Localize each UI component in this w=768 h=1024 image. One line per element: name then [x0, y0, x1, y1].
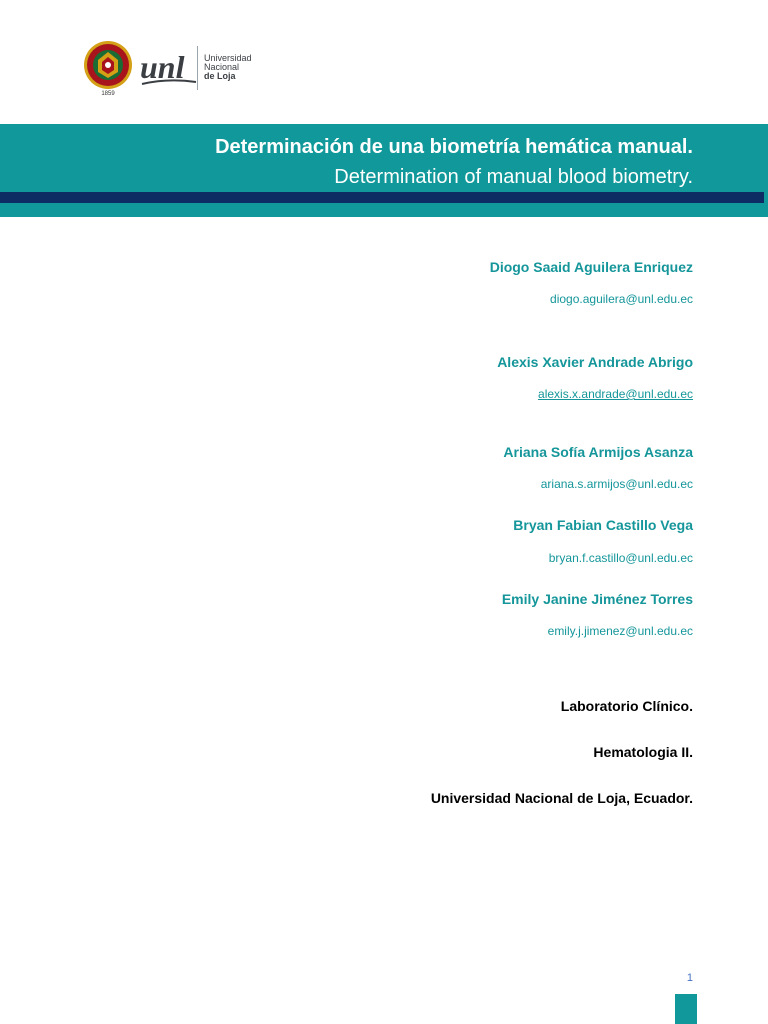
author-name-4: Bryan Fabian Castillo Vega [513, 517, 693, 533]
university-label: Universidad Nacional de Loja, Ecuador. [430, 790, 693, 806]
title-english: Determination of manual blood biometry. [334, 166, 693, 188]
logo-line-1: Universidad [204, 53, 252, 63]
logo-institution-name [204, 54, 252, 81]
page-number: 1 [686, 972, 693, 984]
author-email-5: emily.j.jimenez@unl.edu.ec [547, 624, 693, 638]
banner-stripe [0, 192, 764, 203]
author-email-link-2[interactable]: alexis.x.andrade@unl.edu.ec [538, 387, 693, 401]
author-email-3: ariana.s.armijos@unl.edu.ec [540, 477, 693, 491]
footer-accent-block [675, 994, 697, 1024]
course-label: Hematologia II. [593, 744, 693, 760]
author-name-5: Emily Janine Jiménez Torres [501, 591, 693, 607]
unl-wordmark-text: unl [140, 49, 185, 85]
author-name-1: Diogo Saaid Aguilera Enriquez [489, 259, 693, 275]
logo-divider [197, 46, 198, 90]
author-name-2: Alexis Xavier Andrade Abrigo [497, 354, 693, 370]
author-name-3: Ariana Sofía Armijos Asanza [503, 444, 693, 460]
author-email-4: bryan.f.castillo@unl.edu.ec [548, 551, 693, 565]
logo-line-2: Nacional [204, 62, 240, 72]
university-seal-icon [82, 40, 134, 96]
title-banner [0, 124, 768, 217]
author-email-1: diogo.aguilera@unl.edu.ec [550, 292, 693, 306]
title-spanish: Determinación de una biometría hemática manual. [215, 136, 693, 158]
seal-year: 1859 [101, 91, 115, 96]
logo-line-3: de Loja [204, 71, 236, 81]
department-label: Laboratorio Clínico. [560, 698, 693, 714]
university-logo [82, 38, 282, 96]
unl-wordmark [138, 44, 200, 90]
